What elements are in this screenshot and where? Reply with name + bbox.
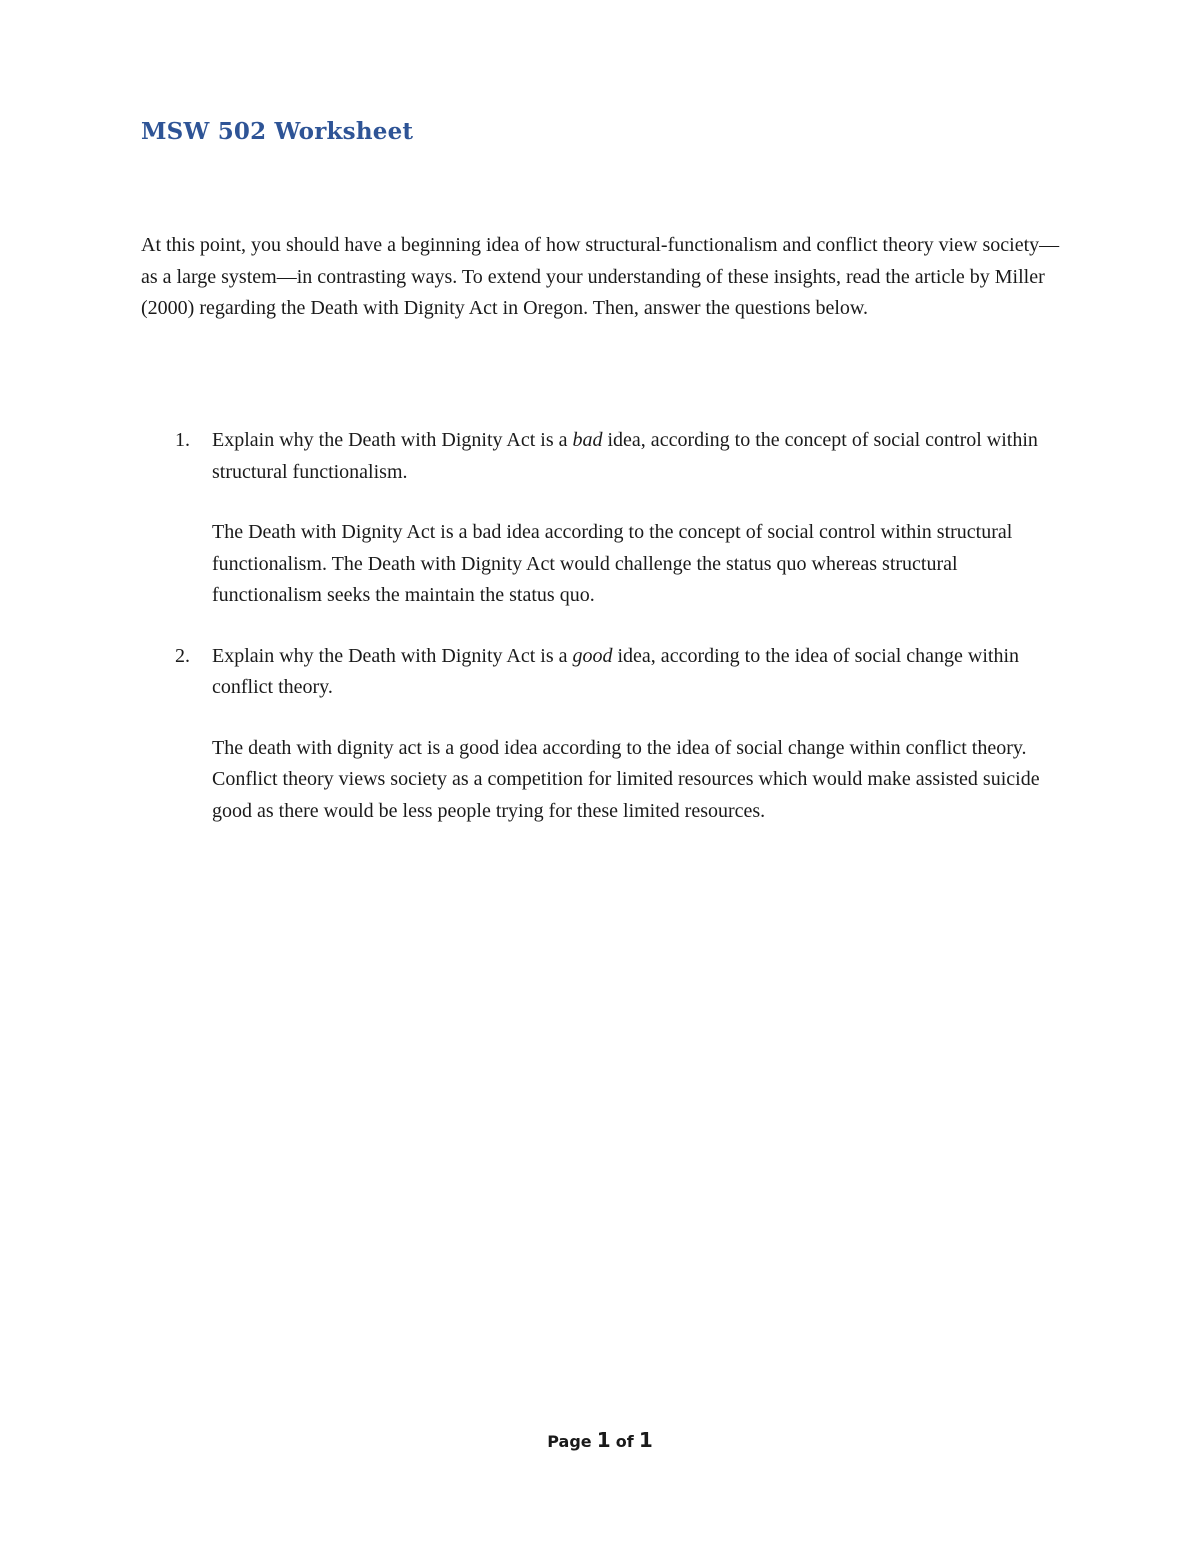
total-pages-number: 1: [638, 1428, 653, 1452]
of-label: of: [615, 1432, 634, 1451]
answer-paragraph: The Death with Dignity Act is a bad idea according to the concept of social control within structural functionalism. The Death with Dignity Act would challenge the status quo whereas structural functionalism seeks the maintain the status quo.: [212, 521, 1013, 606]
question-item-1: [141, 425, 1071, 612]
page-title: MSW 502 Worksheet: [141, 118, 414, 145]
question-emphasis: bad: [572, 429, 603, 451]
page-footer: [0, 1428, 1200, 1452]
question-item-2: [141, 641, 1071, 828]
page-label: Page: [547, 1432, 592, 1451]
answer-paragraph: The death with dignity act is a good idea according to the idea of social change within conflict theory. Conflict theory views society as a competition for limited resources which would make assisted suicide good as there would be less people trying for these limited resources.: [212, 736, 1040, 822]
current-page-number: 1: [596, 1428, 611, 1452]
question-emphasis: good: [572, 644, 613, 667]
intro-paragraph: At this point, you should have a beginning idea of how structural-functionalism and conflict theory view society—as a large system—in contrasting ways. To extend your understanding of these insights, read the article by Miller (2000) regarding the Death with Dignity Act in Oregon. Then, answer the questions below.: [141, 234, 1060, 319]
question-number: 2.: [175, 644, 190, 667]
question-text: Explain why the Death with Dignity Act is a bad idea, according to the concept of social control within structural functionalism.: [212, 429, 1038, 483]
question-list: [141, 425, 1071, 827]
question-text: Explain why the Death with Dignity Act is a good idea, according to the idea of social change within conflict theory.: [212, 644, 1020, 698]
question-number: 1.: [175, 429, 190, 451]
